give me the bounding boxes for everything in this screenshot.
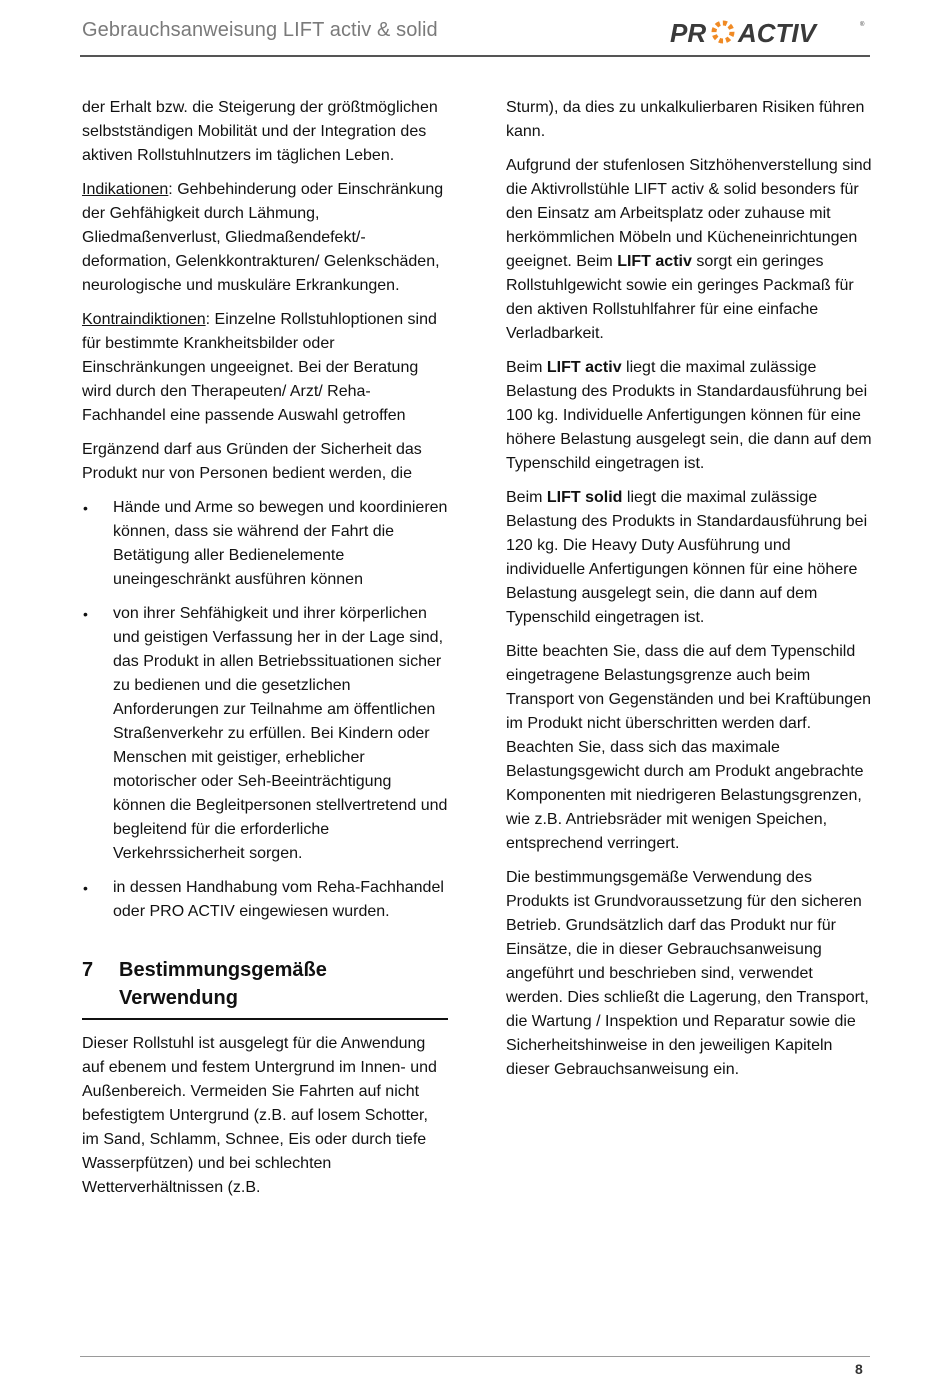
header-rule bbox=[80, 55, 870, 57]
svg-text:PR: PR bbox=[670, 18, 707, 48]
list-item bbox=[82, 496, 448, 592]
list-item-text: Hände und Arme so bewegen und koordinieren können, dass sie während der Fahrt die Betätigung aller Bedienelemente uneingeschränkt ausführen können bbox=[113, 499, 448, 588]
model-name: LIFT activ bbox=[546, 359, 622, 376]
list-item-text: in dessen Handhabung vom Reha-Fachhandel oder PRO ACTIV eingewiesen wurden. bbox=[113, 879, 444, 920]
paragraph-load-limit: Bitte beachten Sie, dass die auf dem Typenschild eingetragene Belastungsgrenze auch beim Transport von Gegenständen und bei Kraftübungen im Produkt nicht überschritten werden darf. Beachten Sie, dass sich das maximale Belastungsgewicht durch am Produkt angebrachte Komponenten mit niedrigeren Belastungsgrenzen, wie z.B. Antriebsräder mit wenigen Speichen, entsprechend verringert. bbox=[506, 643, 871, 852]
right-column bbox=[506, 96, 872, 1092]
text-run: liegt die maximal zulässige Belastung des Produkts in Standardausführung bei 120 kg. Die Heavy Duty Ausführung und individuelle Anfertigungen können für eine höhere Belastung ausgelegt sein, die dann auf dem Typenschild eingetragen ist. bbox=[506, 489, 868, 626]
svg-text:®: ® bbox=[860, 22, 865, 28]
bullet-icon: • bbox=[83, 606, 88, 622]
paragraph-intro: der Erhalt bzw. die Steigerung der größtmöglichen selbstständigen Mobilität und der Integration des aktiven Rollstuhlnutzers im täglichen Leben. bbox=[82, 99, 438, 164]
kontraindikationen-label: Kontraindiktionen bbox=[82, 311, 206, 328]
list-item-text: von ihrer Sehfähigkeit und ihrer körperlichen und geistigen Verfassung her in der Lage sind, das Produkt in allen Betriebssituationen sicher zu bedienen und die gesetzlichen Anforderungen zur Teilnahme am öffentlichen Straßenverkehr zu erfüllen. Bei Kindern oder Menschen mit geistiger, erheblicher motorischer oder Seh-Beeinträchtigung können die Begleitpersonen stellvertretend und begleitend für die erforderliche Verkehrssicherheit sorgen. bbox=[113, 605, 448, 862]
text-run: Aufgrund der stufenlosen Sitzhöhenverstellung sind die Aktivrollstühle LIFT activ & solid besonders für den Einsatz am Arbeitsplatz oder zuhause mit herkömmlichen Möbeln und Kücheneinrichtungen geeignet. Beim bbox=[506, 157, 872, 270]
paragraph-lift-activ-load bbox=[506, 356, 872, 476]
indikationen-text: : Gehbehinderung oder Einschränkung der Gehfähigkeit durch Lähmung, Gliedmaßenverlust, Gliedmaßendefekt/-deformation, Gelenkkontrakturen/ Gelenkschäden, neurologische und muskuläre Erkrankungen. bbox=[82, 181, 444, 294]
paragraph-sicherheit: Ergänzend darf aus Gründen der Sicherheit das Produkt nur von Personen bedient werden, die bbox=[82, 441, 422, 482]
text-run: sorgt ein geringes Rollstuhlgewicht sowie ein geringes Packmaß für den aktiven Rollstuhlfahrer für eine einfache Verladbarkeit. bbox=[506, 253, 854, 342]
section-title: Bestimmungsgemäße Verwendung bbox=[119, 959, 327, 1009]
paragraph-intended-use: Die bestimmungsgemäße Verwendung des Produkts ist Grundvoraussetzung für den sicheren Betrieb. Grundsätzlich darf das Produkt nur für Einsätze, die in dieser Gebrauchsanweisung angeführt und beschrieben sind, verwendet werden. Dies schließt die Lagerung, den Transport, die Wartung / Inspektion und Reparatur sowie die Sicherheitshinweise in den jeweiligen Kapiteln dieser Gebrauchsanweisung ein. bbox=[506, 869, 869, 1078]
bullet-icon: • bbox=[83, 880, 88, 896]
kontraindikationen-text: : Einzelne Rollstuhloptionen sind für bestimmte Krankheitsbilder oder Einschränkungen ungeeignet. Bei der Beratung wird durch den Therapeuten/ Arzt/ Reha-Fachhandel eine passende Auswahl getroffen bbox=[82, 311, 437, 424]
list-item bbox=[82, 876, 448, 924]
paragraph-lift-solid-load bbox=[506, 486, 872, 630]
document-header-title: Gebrauchsanweisung LIFT activ & solid bbox=[82, 19, 438, 41]
requirements-list bbox=[82, 496, 448, 924]
paragraph-kontraindikationen bbox=[82, 308, 448, 428]
text-run: Beim bbox=[506, 489, 547, 506]
list-item bbox=[82, 602, 448, 866]
page-number: 8 bbox=[855, 1361, 863, 1377]
indikationen-label: Indikationen bbox=[82, 181, 169, 198]
model-name: LIFT activ bbox=[617, 253, 692, 270]
text-run: Beim bbox=[506, 359, 547, 376]
svg-text:ACTIV: ACTIV bbox=[738, 18, 816, 48]
paragraph-seat-height bbox=[506, 154, 872, 346]
bullet-icon: • bbox=[83, 500, 88, 516]
left-column bbox=[82, 96, 448, 1210]
model-name: LIFT solid bbox=[546, 489, 623, 506]
section-number: 7 bbox=[82, 959, 94, 981]
proactiv-logo bbox=[668, 16, 868, 48]
text-run: liegt die maximal zulässige Belastung des Produkts in Standardausführung bei 100 kg. Individuelle Anfertigungen können für eine höhere Belastung ausgelegt sein, die dann auf dem Typenschild eingetragen ist. bbox=[506, 359, 872, 472]
footer-rule bbox=[80, 1356, 870, 1357]
paragraph-indikationen bbox=[82, 178, 448, 298]
paragraph-usage: Dieser Rollstuhl ist ausgelegt für die Anwendung auf ebenem und festem Untergrund im Innen- und Außenbereich. Vermeiden Sie Fahrten auf nicht befestigtem Untergrund (z.B. auf losem Schotter, im Sand, Schlamm, Schnee, Eis oder durch tiefe Wasserpfützen) und bei schlechten Wetterverhältnissen (z.B. bbox=[82, 1035, 437, 1196]
paragraph-risks: Sturm), da dies zu unkalkulierbaren Risiken führen kann. bbox=[506, 99, 865, 140]
section-heading bbox=[82, 956, 448, 1020]
